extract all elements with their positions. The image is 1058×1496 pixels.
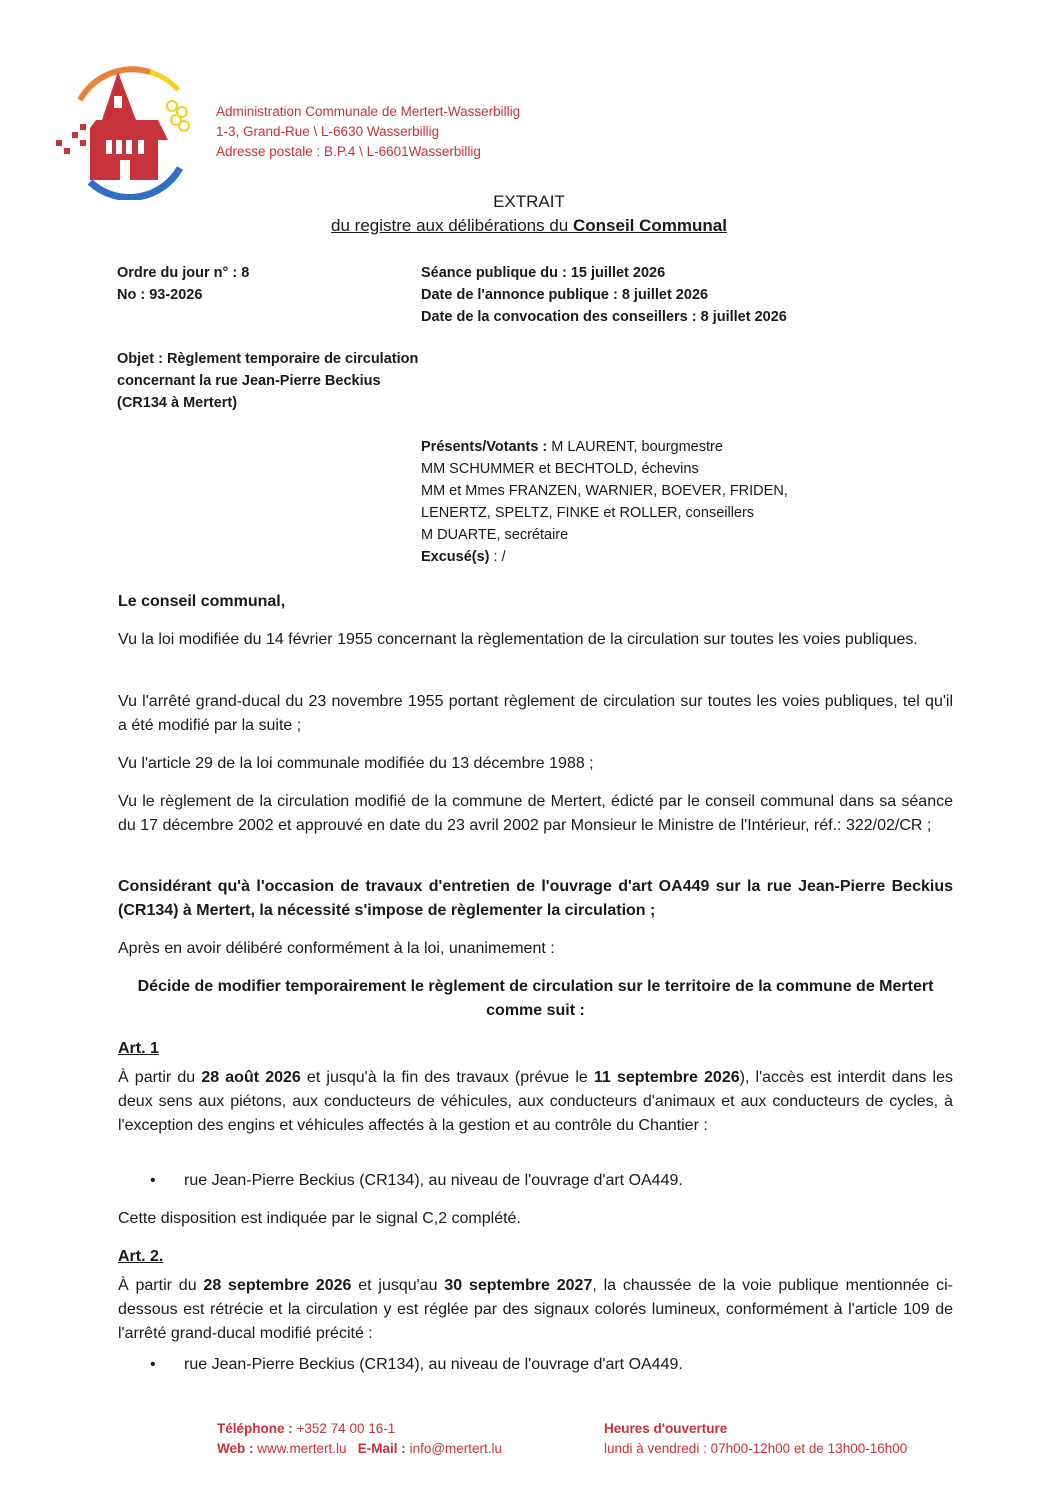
art2-t2: et jusqu'au (351, 1277, 445, 1294)
web-label: Web : (217, 1441, 254, 1456)
bullet-icon: • (150, 1356, 156, 1373)
subtitle-bold: Conseil Communal (572, 216, 727, 235)
intro: Le conseil communal, (118, 593, 286, 610)
para-3: Vu l'article 29 de la loi communale modifiée du 13 décembre 1988 ; (118, 755, 594, 772)
seance-date: Séance publique du : 15 juillet 2026 (421, 265, 666, 281)
presents-line3: MM et Mmes FRANZEN, WARNIER, BOEVER, FRIDEN, (421, 483, 788, 499)
art2-t1: À partir du (118, 1277, 204, 1294)
attendees (421, 436, 788, 568)
art2-bullet (150, 1356, 683, 1374)
art1-text (118, 1066, 953, 1138)
mail-link[interactable]: info@mertert.lu (405, 1441, 503, 1456)
art2-date2: 30 septembre 2027 (444, 1277, 593, 1294)
commune-logo (50, 60, 210, 200)
decision: Décide de modifier temporairement le règlement de circulation sur le territoire de la commune de Mertert comme suit : (137, 978, 934, 1019)
tel-value: +352 74 00 16-1 (292, 1421, 396, 1436)
doc-title: EXTRAIT (493, 192, 565, 211)
art2-date1: 28 septembre 2026 (203, 1277, 352, 1294)
meta-left (117, 262, 249, 306)
deliberation-number: No : 93-2026 (117, 287, 203, 303)
excuse-value: : / (489, 549, 506, 565)
presents-line4: LENERTZ, SPELTZ, FINKE et ROLLER, conseillers (421, 505, 755, 521)
letterhead (216, 102, 520, 162)
art1-heading: Art. 1 (118, 1040, 159, 1057)
art1-after: Cette disposition est indiquée par le signal C,2 complété. (118, 1210, 521, 1227)
art1-t3: ), l'accès est interdit dans les deux sens aux piétons, aux conducteurs de véhicules, aux conducteurs d'animaux et aux conducteurs de cycles, à l'exception des engins et véhicules affectés à la gestion et au contrôle du Chantier : (118, 1069, 954, 1134)
para-1: Vu la loi modifiée du 14 février 1955 concernant la règlementation de la circulation sur toutes les voies publiques. (118, 631, 918, 648)
tel-label: Téléphone : (217, 1421, 293, 1436)
para-4: Vu le règlement de la circulation modifié de la commune de Mertert, édicté par le conseil communal dans sa séance du 17 décembre 2002 et approuvé en date du 23 avril 2002 par Monsieur le Ministre de l'Intérieur, réf.: 322/02/CR ; (118, 793, 953, 834)
hours-value: lundi à vendredi : 07h00-12h00 et de 13h00-16h00 (604, 1441, 908, 1456)
meta-right (421, 262, 787, 328)
art1-date2: 11 septembre 2026 (593, 1069, 740, 1086)
para-2: Vu l'arrêté grand-ducal du 23 novembre 1955 portant règlement de circulation sur toutes les voies publiques, tel qu'il a été modifié par la suite ; (118, 693, 953, 734)
doc-subtitle (0, 216, 1058, 236)
presents-label: Présents/Votants : (421, 439, 548, 455)
org-postal-address: Adresse postale : B.P.4 \ L-6601Wasserbillig (216, 144, 481, 159)
convocation-date: Date de la convocation des conseillers : 8 juillet 2026 (421, 309, 787, 325)
art1-t2: et jusqu'à la fin des travaux (prévue le (300, 1069, 594, 1086)
bullet-icon: • (150, 1172, 156, 1189)
presents-line1: M LAURENT, bourgmestre (547, 439, 723, 455)
art2-text (118, 1274, 953, 1346)
annonce-date: Date de l'annonce publique : 8 juillet 2026 (421, 287, 709, 303)
mail-label: E-Mail : (357, 1441, 406, 1456)
org-name: Administration Communale de Mertert-Wasserbillig (216, 104, 521, 119)
art1-bullet (150, 1172, 683, 1190)
web-link[interactable]: www.mertert.lu (253, 1441, 347, 1456)
art2-t3: , la chaussée de la voie publique mentionnée ci-dessous est rétrécie et la circulation y est réglée par des signaux colorés lumineux, conformément à l'article 109 de l'arrêté grand-ducal modifié précité : (118, 1277, 954, 1342)
org-address: 1-3, Grand-Rue \ L-6630 Wasserbillig (216, 124, 440, 139)
excuse-label: Excusé(s) (421, 549, 490, 565)
subtitle-prefix: du registre aux délibérations du (331, 216, 573, 235)
art1-t1: À partir du (118, 1069, 202, 1086)
objet: Objet : Règlement temporaire de circulation concernant la rue Jean-Pierre Beckius (CR134 à Mertert) (117, 351, 419, 411)
presents-line2: MM SCHUMMER et BECHTOLD, échevins (421, 461, 699, 477)
hours-label: Heures d'ouverture (604, 1421, 728, 1436)
presents-line5: M DUARTE, secrétaire (421, 527, 569, 543)
ordre-du-jour: Ordre du jour n° : 8 (117, 265, 250, 281)
art2-heading: Art. 2. (118, 1248, 164, 1265)
art1-bullet-text: rue Jean-Pierre Beckius (CR134), au niveau de l'ouvrage d'art OA449. (184, 1172, 683, 1189)
para-5: Considérant qu'à l'occasion de travaux d'entretien de l'ouvrage d'art OA449 sur la rue Jean-Pierre Beckius (CR134) à Mertert, la nécessité s'impose de règlementer la circulation ; (118, 878, 953, 919)
footer-contact (217, 1419, 502, 1459)
para-6: Après en avoir délibéré conformément à la loi, unanimement : (118, 940, 555, 957)
footer-hours (604, 1419, 907, 1459)
art1-date1: 28 août 2026 (201, 1069, 301, 1086)
art2-bullet-text: rue Jean-Pierre Beckius (CR134), au niveau de l'ouvrage d'art OA449. (184, 1356, 683, 1373)
